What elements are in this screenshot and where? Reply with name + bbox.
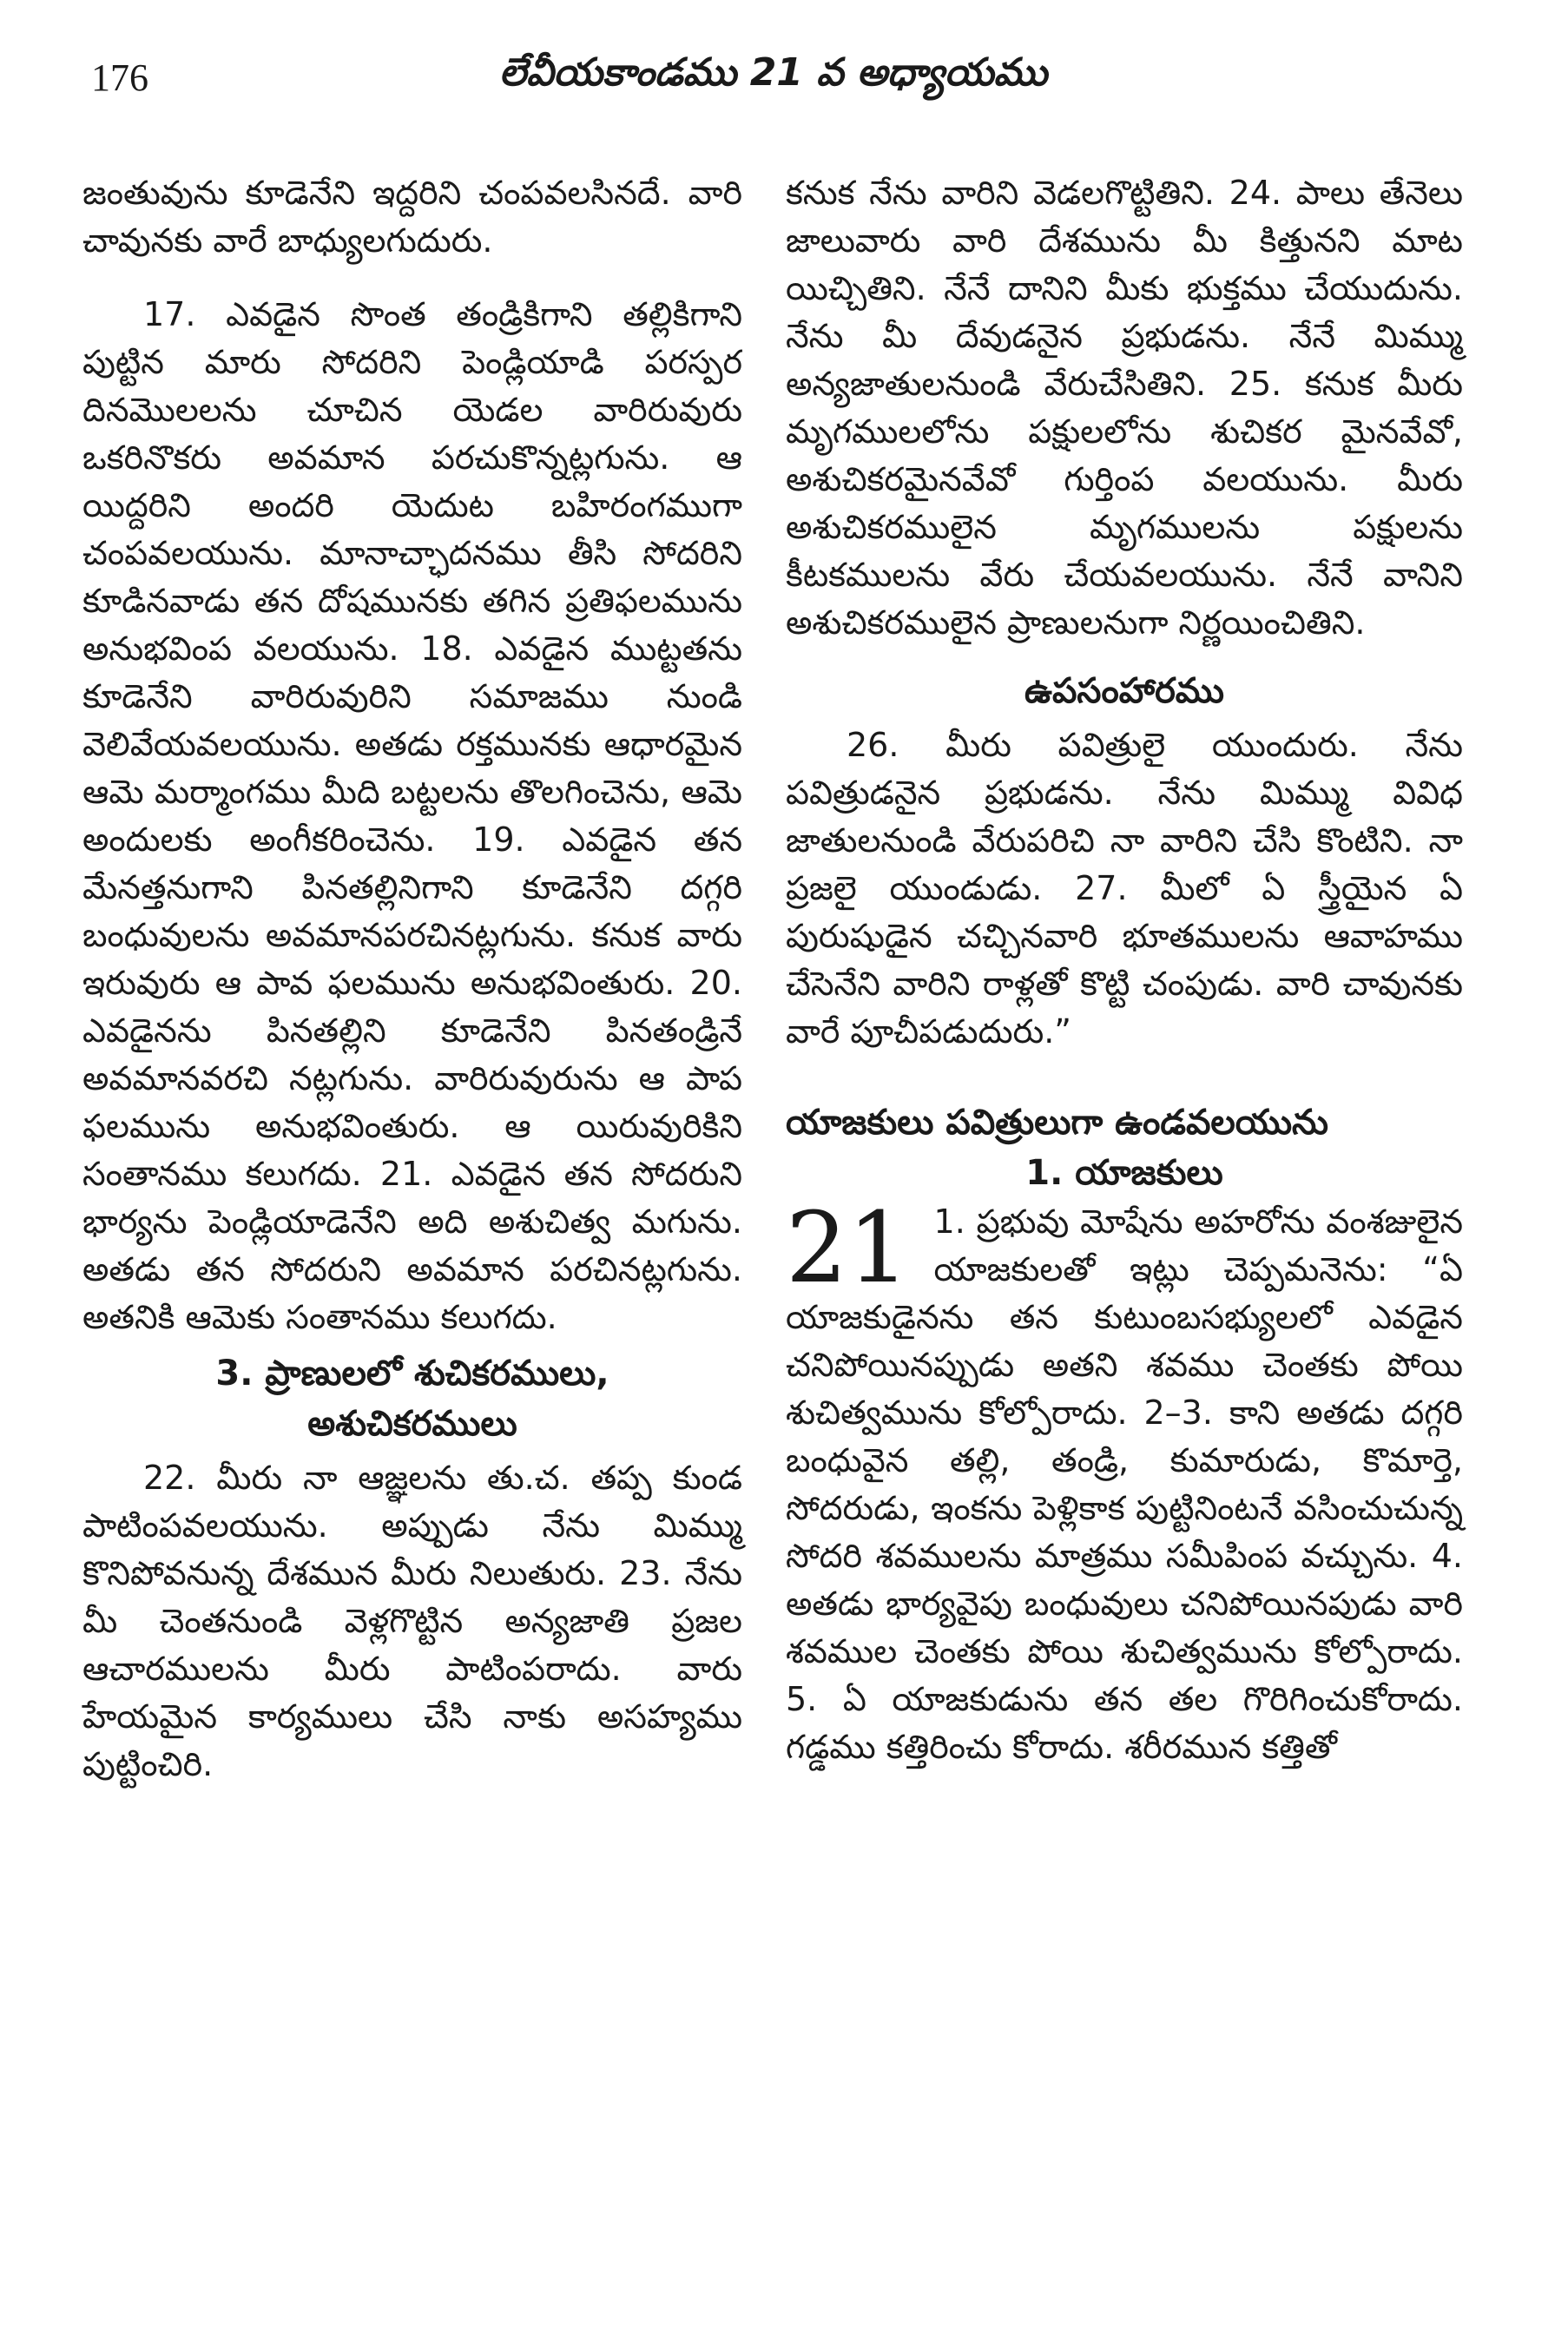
page-number: 176 <box>91 56 148 99</box>
paragraph-continuation: జంతువును కూడెనేని ఇద్దరిని చంపవలసినదే. వారి చావునకు వారే బాధ్యులగుదురు. <box>82 174 742 260</box>
heading-conclusion: ఉపసంహారము <box>1024 671 1224 711</box>
page-header <box>91 50 1472 120</box>
right-column <box>786 169 1463 1771</box>
section-heading-line2: అశుచికరములు <box>307 1404 517 1444</box>
paragraph-verses-22-23: 22. మీరు నా ఆజ్ఞలను తు.చ. తప్ప కుండ పాటింపవలయును. అప్పుడు నేను మిమ్ము కొనిపోవనున్న దేశమున మీరు నిలుతురు. 23. నేను మీ చెంతనుండి వెళ్లగొట్టిన అన్యజాతి ప్రజల ఆచారములను మీరు పాటింపరాదు. వారు హేయమైన కార్యములు చేసి నాకు అసహ్యము పుట్టించిరి. <box>82 1459 742 1783</box>
chapter-number-dropcap: 21 <box>786 1192 910 1305</box>
paragraph-verses-1-5: 1. ప్రభువు మోషేను అహరోను వంశజులైన యాజకులతో ఇట్లు చెప్పమనెను: “ఏ యాజకుడైనను తన కుటుంబసభ్యులలో ఎవడైన చనిపోయినప్పుడు అతని శవము చెంతకు పోయి శుచిత్వమును కోల్పోరాదు. 2–3. కాని అతడు దగ్గరి బంధువైన తల్లి, తండ్రి, కుమారుడు, కొమార్తె, సోదరుడు, ఇంకను పెళ్లికాక పుట్టినింటనే వసించుచున్న సోదరి శవములను మాత్రము సమీపింప వచ్చును. 4. అతడు భార్యవైపు బంధువులు చనిపోయినపుడు వారి శవముల చెంతకు పోయి శుచిత్వమును కోల్పోరాదు. 5. ఏ యాజకుడును తన తల గొరిగించుకోరాదు. గడ్డము కత్తిరించు కోరాదు. శరీరమున కత్తితో <box>786 1202 1463 1766</box>
section-heading-line1: 3. ప్రాణులలో శుచికరములు, <box>215 1354 609 1393</box>
left-column <box>82 169 742 1789</box>
section-heading-priests-holy: యాజకులు పవిత్రులుగా ఉండవలయును <box>786 1103 1328 1143</box>
running-title: లేవీయకాండము 21 వ అధ్యాయము <box>499 50 1048 95</box>
paragraph-verses-24-25: కనుక నేను వారిని వెడలగొట్టితిని. 24. పాలు తేనెలు జాలువారు వారి దేశమును మీ కిత్తునని మాట యిచ్చితిని. నేనే దానిని మీకు భుక్తము చేయుదును. నేను మీ దేవుడనైన ప్రభుడను. నేనే మిమ్ము అన్యజాతులనుండి వేరుచేసితిని. 25. కనుక మీరు మృగములలోను పక్షులలోను శుచికర మైనవేవో, అశుచికరమైనవేవో గుర్తింప వలయును. మీరు అశుచికరములైన మృగములను పక్షులను కీటకములను వేరు చేయవలయును. నేనే వానిని అశుచికరములైన ప్రాణులనుగా నిర్ణయించితిని. <box>786 174 1463 642</box>
paragraph-verses-17-21: 17. ఎవడైన సొంత తండ్రికిగాని తల్లికిగాని పుట్టిన మారు సోదరిని పెండ్లియాడి పరస్పర దినమొలలను చూచిన యెడల వారిరువురు ఒకరినొకరు అవమాన పరచుకొన్నట్లగును. ఆ యిద్దరిని అందరి యెదుట బహిరంగముగా చంపవలయును. మానాచ్ఛాదనము తీసి సోదరిని కూడినవాడు తన దోషమునకు తగిన ప్రతిఫలమును అనుభవింప వలయును. 18. ఎవడైన ముట్టతను కూడెనేని వారిరువురిని సమాజము నుండి వెలివేయవలయును. అతడు రక్తమునకు ఆధారమైన ఆమె మర్మాంగము మీది బట్టలను తొలగించెను, ఆమె అందులకు అంగీకరించెను. 19. ఎవడైన తన మేనత్తనుగాని పినతల్లినిగాని కూడెనేని దగ్గరి బంధువులను అవమానపరచినట్లగును. కనుక వారు ఇరువురు ఆ పావ ఫలమును అనుభవింతురు. 20. ఎవడైనను పినతల్లిని కూడెనేని పినతండ్రినే అవమానవరచి నట్లగును. వారిరువురును ఆ పాప ఫలమును అనుభవింతురు. ఆ యిరువురికిని సంతానము కలుగదు. 21. ఎవడైన తన సోదరుని భార్యను పెండ్లియాడెనేని అది అశుచిత్వ మగును. అతడు తన సోదరుని అవమాన పరచినట్లగును. అతనికి ఆమెకు సంతానము కలుగదు. <box>82 295 742 1336</box>
paragraph-verses-26-27: 26. మీరు పవిత్రులై యుందురు. నేను పవిత్రుడనైన ప్రభుడను. నేను మిమ్ము వివిధ జాతులనుండి వేరుపరిచి నా వారిని చేసి కొంటిని. నా ప్రజలై యుండుడు. 27. మీలో ఏ స్త్రీయైన ఏ పురుషుడైన చచ్చినవారి భూతములను ఆవాహము చేసెనేని వారిని రాళ్లతో కొట్టి చంపుడు. వారి చావునకు వారే పూచీపడుదురు.” <box>786 726 1463 1051</box>
section-heading-clean-unclean <box>82 1348 742 1449</box>
chapter-21-opening <box>786 1192 1463 1771</box>
sub-heading-priests: 1. యాజకులు <box>1025 1153 1223 1193</box>
